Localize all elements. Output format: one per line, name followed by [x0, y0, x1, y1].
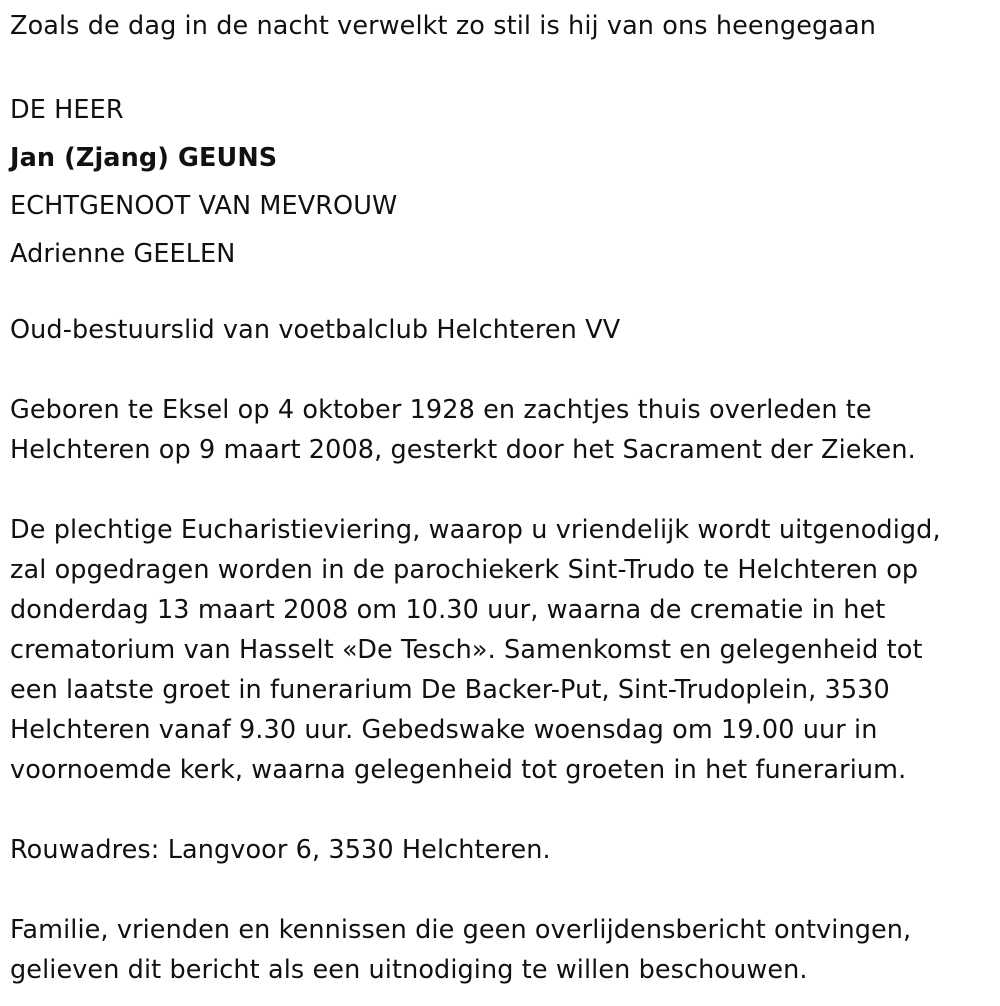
deceased-name: Jan (Zjang) GEUNS	[10, 143, 278, 173]
opening-line-block	[10, 6, 985, 46]
birth-death-line: Geboren te Eksel op 4 oktober 1928 en zachtjes thuis overleden te	[10, 395, 872, 425]
ceremony-line: donderdag 13 maart 2008 om 10.30 uur, waarna de crematie in het	[10, 595, 886, 625]
birth-death-paragraph	[10, 390, 985, 470]
ceremony-paragraph	[10, 510, 985, 790]
honorific-title: DE HEER	[10, 95, 124, 125]
spouse-name: Adrienne GEELEN	[10, 239, 236, 269]
ceremony-line: voornoemde kerk, waarna gelegenheid tot groeten in het funerarium.	[10, 755, 907, 785]
ceremony-line: Helchteren vanaf 9.30 uur. Gebedswake woensdag om 19.00 uur in	[10, 715, 878, 745]
address-block	[10, 830, 985, 870]
birth-death-line: Helchteren op 9 maart 2008, gesterkt door het Sacrament der Zieken.	[10, 435, 916, 465]
opening-line: Zoals de dag in de nacht verwelkt zo stil is hij van ons heengegaan	[10, 11, 877, 41]
mourning-address: Rouwadres: Langvoor 6, 3530 Helchteren.	[10, 835, 551, 865]
ceremony-line: crematorium van Hasselt «De Tesch». Samenkomst en gelegenheid tot	[10, 635, 923, 665]
ceremony-line: een laatste groet in funerarium De Backer-Put, Sint-Trudoplein, 3530	[10, 675, 890, 705]
role-block	[10, 310, 985, 350]
ceremony-line: zal opgedragen worden in de parochiekerk Sint-Trudo te Helchteren op	[10, 555, 919, 585]
role-line: Oud-bestuurslid van voetbalclub Helchteren VV	[10, 315, 621, 345]
ceremony-line: De plechtige Eucharistieviering, waarop u vriendelijk wordt uitgenodigd,	[10, 515, 941, 545]
closing-paragraph	[10, 910, 985, 990]
closing-line: Familie, vrienden en kennissen die geen overlijdensbericht ontvingen,	[10, 915, 912, 945]
closing-line: gelieven dit bericht als een uitnodiging te willen beschouwen.	[10, 955, 808, 985]
identity-block	[10, 86, 985, 278]
spouse-title: ECHTGENOOT VAN MEVROUW	[10, 191, 398, 221]
